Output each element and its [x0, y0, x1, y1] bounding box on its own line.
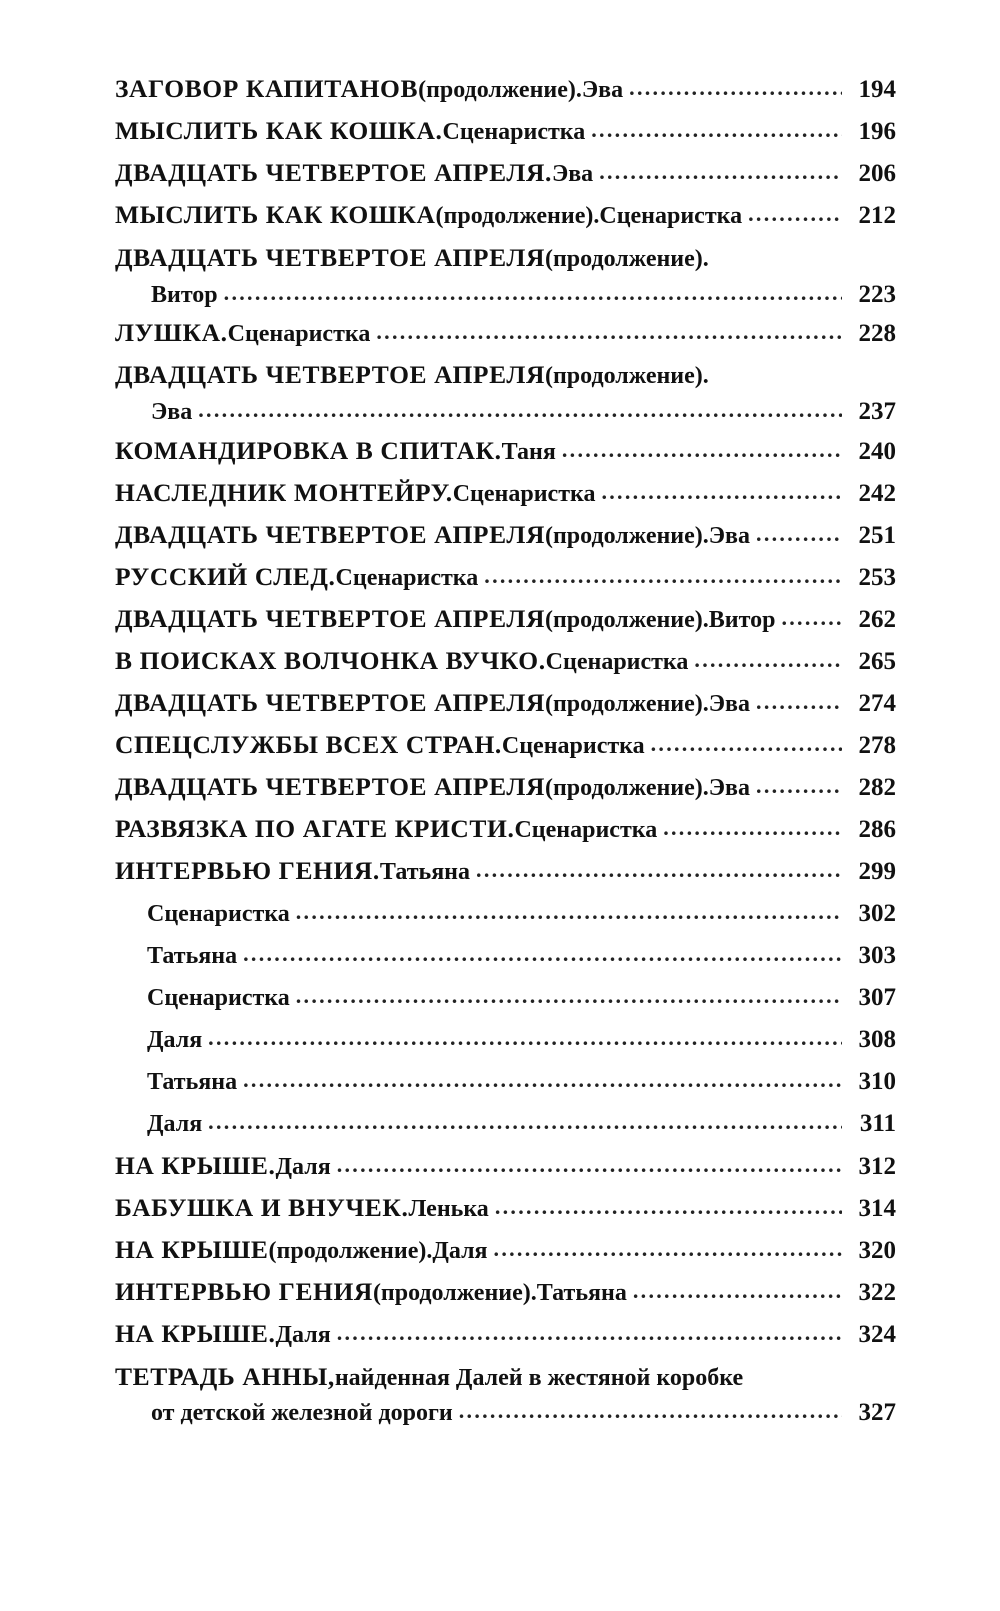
dot-leader — [562, 435, 842, 465]
dot-leader — [599, 157, 842, 187]
entry-narrator: от детской железной дороги — [151, 1400, 453, 1426]
entry-narrator: Ленька — [408, 1196, 489, 1222]
toc-entry — [115, 158, 896, 188]
toc-entry — [115, 116, 896, 146]
entry-narrator: Даля — [147, 1111, 203, 1137]
page-number: 242 — [858, 480, 896, 507]
page-number: 265 — [858, 648, 896, 675]
page-number: 310 — [858, 1068, 896, 1095]
dot-leader — [756, 771, 842, 801]
entry-title: ИНТЕРВЬЮ ГЕНИЯ — [115, 1277, 373, 1306]
entry-title: НА КРЫШЕ. — [115, 1319, 276, 1348]
page-number: 282 — [858, 774, 896, 801]
dot-leader — [756, 519, 842, 549]
toc-entry — [115, 1235, 896, 1265]
entry-narrator: Эва — [708, 775, 751, 801]
entry-title: КОМАНДИРОВКА В СПИТАК. — [115, 436, 502, 465]
dot-leader — [337, 1318, 842, 1348]
dot-leader — [484, 561, 842, 591]
page-number: 311 — [859, 1110, 896, 1137]
toc-entry — [115, 478, 896, 508]
toc-entry — [115, 1193, 896, 1223]
dot-leader — [495, 1192, 842, 1222]
dot-leader — [601, 477, 842, 507]
entry-title: ИНТЕРВЬЮ ГЕНИЯ. — [115, 856, 380, 885]
toc-entry — [115, 74, 896, 104]
entry-title: ДВАДЦАТЬ ЧЕТВЕРТОЕ АПРЕЛЯ. — [115, 158, 552, 187]
entry-narrator: Татьяна — [147, 1069, 238, 1095]
page-number: 303 — [858, 942, 896, 969]
entry-narrator: Эва — [151, 399, 193, 425]
page-number: 237 — [858, 398, 896, 425]
page-number: 302 — [858, 900, 896, 927]
entry-narrator: Сценаристка — [227, 321, 371, 347]
toc-entry — [115, 646, 896, 676]
dot-leader — [376, 317, 842, 347]
toc-subentry — [115, 1067, 896, 1097]
entry-title: ДВАДЦАТЬ ЧЕТВЕРТОЕ АПРЕЛЯ — [115, 520, 545, 549]
entry-title: ДВАДЦАТЬ ЧЕТВЕРТОЕ АПРЕЛЯ — [115, 243, 545, 272]
toc-entry — [115, 520, 896, 550]
toc-entry — [115, 1151, 896, 1181]
page-number: 324 — [858, 1321, 896, 1348]
dot-leader — [243, 939, 842, 969]
entry-title: МЫСЛИТЬ КАК КОШКА. — [115, 116, 443, 145]
dot-leader — [651, 729, 842, 759]
toc-entry — [115, 688, 896, 718]
toc-entry — [115, 772, 896, 802]
page-number: 223 — [858, 281, 896, 308]
dot-leader — [694, 645, 842, 675]
entry-narrator: Эва — [708, 523, 751, 549]
toc-entry — [115, 1319, 896, 1349]
page-number: 299 — [858, 858, 896, 885]
toc-entry — [115, 856, 896, 886]
entry-title: ДВАДЦАТЬ ЧЕТВЕРТОЕ АПРЕЛЯ — [115, 360, 545, 389]
entry-narrator: Сценаристка — [442, 119, 586, 145]
entry-title: РАЗВЯЗКА ПО АГАТЕ КРИСТИ. — [115, 814, 515, 843]
entry-title: ДВАДЦАТЬ ЧЕТВЕРТОЕ АПРЕЛЯ — [115, 772, 545, 801]
toc-subentry — [115, 941, 896, 971]
entry-title: ДВАДЦАТЬ ЧЕТВЕРТОЕ АПРЕЛЯ — [115, 688, 545, 717]
entry-subtitle: (продолжение). — [418, 77, 582, 103]
entry-subtitle: найденная Далей в жестяной коробке — [334, 1365, 744, 1391]
page-number: 312 — [858, 1153, 896, 1180]
toc-entry — [115, 200, 896, 230]
entry-narrator: Даля — [432, 1238, 488, 1264]
page-number: 286 — [858, 816, 896, 843]
entry-subtitle: (продолжение). — [544, 775, 709, 801]
entry-title: СПЕЦСЛУЖБЫ ВСЕХ СТРАН. — [115, 730, 502, 759]
entry-narrator: Витор — [708, 607, 776, 633]
page-number: 206 — [858, 160, 896, 187]
dot-leader — [663, 813, 842, 843]
entry-title: РУССКИЙ СЛЕД. — [115, 562, 336, 591]
entry-subtitle: (продолжение). — [268, 1238, 433, 1264]
toc-entry — [115, 814, 896, 844]
toc-entry — [115, 243, 896, 310]
dot-leader — [494, 1234, 842, 1264]
entry-narrator: Витор — [151, 282, 218, 308]
toc-subentry — [115, 899, 896, 929]
toc-entry — [115, 360, 896, 427]
dot-leader — [633, 1276, 842, 1306]
entry-title: ЗАГОВОР КАПИТАНОВ — [115, 74, 419, 103]
page-number: 314 — [858, 1195, 896, 1222]
page-number: 212 — [858, 202, 896, 229]
toc-subentry — [115, 1025, 896, 1055]
entry-narrator: Сценаристка — [147, 901, 290, 927]
dot-leader — [296, 981, 842, 1011]
entry-narrator: Эва — [551, 161, 594, 187]
entry-narrator: Даля — [275, 1322, 331, 1348]
entry-title: БАБУШКА И ВНУЧЕК. — [115, 1193, 409, 1222]
entry-title: В ПОИСКАХ ВОЛЧОНКА ВУЧКО. — [115, 646, 546, 675]
dot-leader — [756, 687, 842, 717]
toc-entry — [115, 562, 896, 592]
page-number: 194 — [858, 76, 896, 103]
entry-narrator: Сценаристка — [545, 649, 689, 675]
dot-leader — [459, 1396, 842, 1426]
dot-leader — [476, 855, 842, 885]
dot-leader — [243, 1065, 842, 1095]
entry-narrator: Сценаристка — [599, 203, 743, 229]
dot-leader — [224, 278, 842, 308]
page-number: 240 — [858, 438, 896, 465]
entry-narrator: Сценаристка — [514, 817, 658, 843]
toc-entry — [115, 604, 896, 634]
dot-leader — [296, 897, 842, 927]
entry-narrator: Даля — [275, 1154, 331, 1180]
entry-title: ТЕТРАДЬ АННЫ, — [115, 1362, 335, 1391]
entry-narrator: Сценаристка — [452, 481, 596, 507]
entry-narrator: Сценаристка — [335, 565, 479, 591]
entry-subtitle: (продолжение). — [372, 1280, 537, 1306]
entry-narrator: Татьяна — [536, 1280, 627, 1306]
entry-narrator: Эва — [581, 77, 624, 103]
dot-leader — [208, 1107, 842, 1137]
entry-subtitle: (продолжение). — [435, 203, 600, 229]
entry-subtitle: (продолжение). — [544, 363, 709, 389]
dot-leader — [591, 115, 842, 145]
entry-subtitle: (продолжение). — [544, 246, 709, 272]
entry-title: МЫСЛИТЬ КАК КОШКА — [115, 200, 436, 229]
toc-entry — [115, 730, 896, 760]
entry-subtitle: (продолжение). — [544, 607, 709, 633]
page-number: 307 — [858, 984, 896, 1011]
dot-leader — [337, 1150, 842, 1180]
entry-narrator: Сценаристка — [147, 985, 290, 1011]
entry-narrator: Даля — [147, 1027, 203, 1053]
page-number: 320 — [858, 1237, 896, 1264]
page-number: 327 — [858, 1399, 896, 1426]
page-number: 196 — [858, 118, 896, 145]
entry-subtitle: (продолжение). — [544, 691, 709, 717]
entry-subtitle: (продолжение). — [544, 523, 709, 549]
dot-leader — [198, 395, 842, 425]
page-number: 253 — [858, 564, 896, 591]
entry-title: НА КРЫШЕ — [115, 1235, 269, 1264]
entry-narrator: Таня — [501, 439, 556, 465]
entry-narrator: Сценаристка — [501, 733, 645, 759]
page-number: 278 — [858, 732, 896, 759]
toc-subentry — [115, 1109, 896, 1139]
toc-subentry — [115, 983, 896, 1013]
entry-narrator: Татьяна — [379, 859, 471, 885]
toc-entry — [115, 436, 896, 466]
dot-leader — [748, 199, 842, 229]
toc-entry — [115, 1362, 896, 1428]
page-number: 251 — [858, 522, 896, 549]
entry-title: ЛУШКА. — [115, 318, 228, 347]
page-number: 262 — [858, 606, 896, 633]
dot-leader — [208, 1023, 842, 1053]
dot-leader — [629, 73, 842, 103]
page-number: 308 — [858, 1026, 896, 1053]
dot-leader — [781, 603, 842, 633]
toc-entry — [115, 1277, 896, 1307]
entry-narrator: Эва — [708, 691, 751, 717]
entry-title: НА КРЫШЕ. — [115, 1151, 276, 1180]
toc-entry — [115, 318, 896, 348]
page-number: 322 — [858, 1279, 896, 1306]
entry-narrator: Татьяна — [147, 943, 238, 969]
page-number: 274 — [858, 690, 896, 717]
page-number: 228 — [858, 320, 896, 347]
entry-title: ДВАДЦАТЬ ЧЕТВЕРТОЕ АПРЕЛЯ — [115, 604, 545, 633]
entry-title: НАСЛЕДНИК МОНТЕЙРУ. — [115, 478, 453, 507]
